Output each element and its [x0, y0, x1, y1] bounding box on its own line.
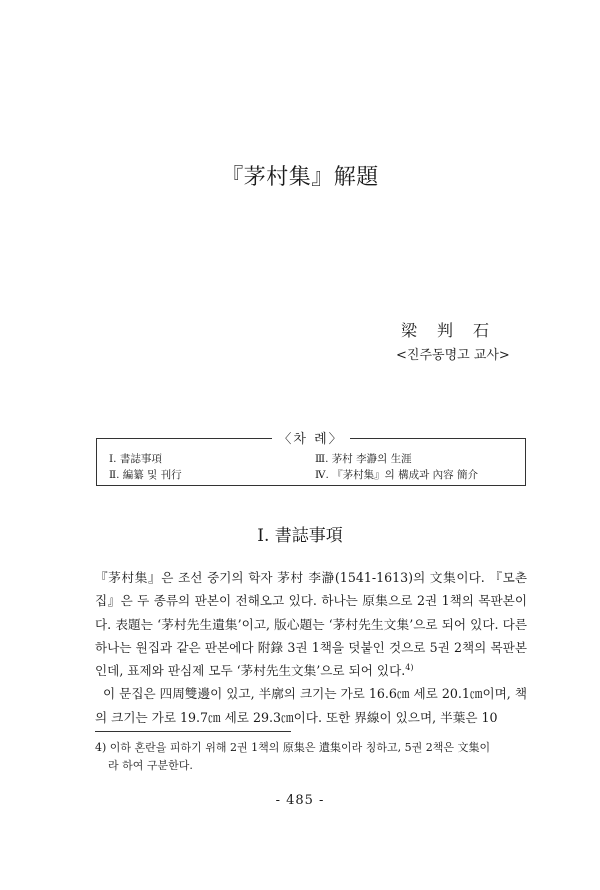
toc-item: Ⅲ. 茅村 李瀞의 生涯 — [315, 453, 412, 465]
author-name — [401, 318, 509, 341]
footnote-divider — [95, 731, 291, 732]
toc-item: Ⅱ. 編纂 및 刊行 — [109, 469, 182, 481]
toc-item: Ⅰ. 書誌事項 — [109, 453, 162, 465]
footnote-ref: 4) — [405, 663, 414, 672]
footnote-text: 이하 혼란을 피하기 위해 2권 1책의 原集은 遺集이라 칭하고, 5권 2책은 文集이 — [109, 741, 491, 754]
author-name-char: 石 — [473, 321, 490, 340]
paragraph: 이 문집은 四周雙邊이 있고, 半廓의 크기는 가로 16.6㎝ 세로 20.1㎝이며, 책의 크기는 가로 19.7㎝ 세로 29.3㎝이다. 또한 界線이 있으며, 半葉은 10 — [95, 686, 527, 725]
footnote-label: 4) — [95, 741, 107, 754]
footnote — [95, 739, 527, 775]
author-affiliation: <진주동명고 교사> — [396, 348, 510, 363]
section-heading: Ⅰ. 書誌事項 — [257, 526, 343, 546]
author-name-char: 梁 — [401, 321, 418, 340]
paragraph: 『茅村集』은 조선 중기의 학자 茅村 李瀞(1541-1613)의 文集이다. 『모촌집』은 두 종류의 판본이 전해오고 있다. 하나는 原集으로 2권 1책의 목판본이다. 表題는 ‘茅村先生遺集’이고, 版心題는 ‘茅村先生文集’으로 되어 있다. 다른 하나는 원집과 같은 판본에다 附錄 3권 1책을 덧붙인 것으로 5권 2책의 목판본인데, 표제와 판심제 모두 ‘茅村先生文集’으로 되어 있다.$^{4)}$ — [95, 570, 527, 679]
footnote-text: 라 하여 구분한다. — [108, 759, 193, 772]
table-of-contents — [96, 432, 526, 486]
toc-heading: 〈차 례〉 — [272, 432, 349, 447]
page-number: - 485 - — [275, 793, 325, 808]
toc-item: Ⅳ. 『茅村集』의 構成과 內容 簡介 — [315, 469, 478, 481]
author-name-char: 判 — [437, 321, 454, 340]
body-text — [95, 566, 527, 729]
document-title: 『茅村集』解題 — [221, 165, 379, 190]
